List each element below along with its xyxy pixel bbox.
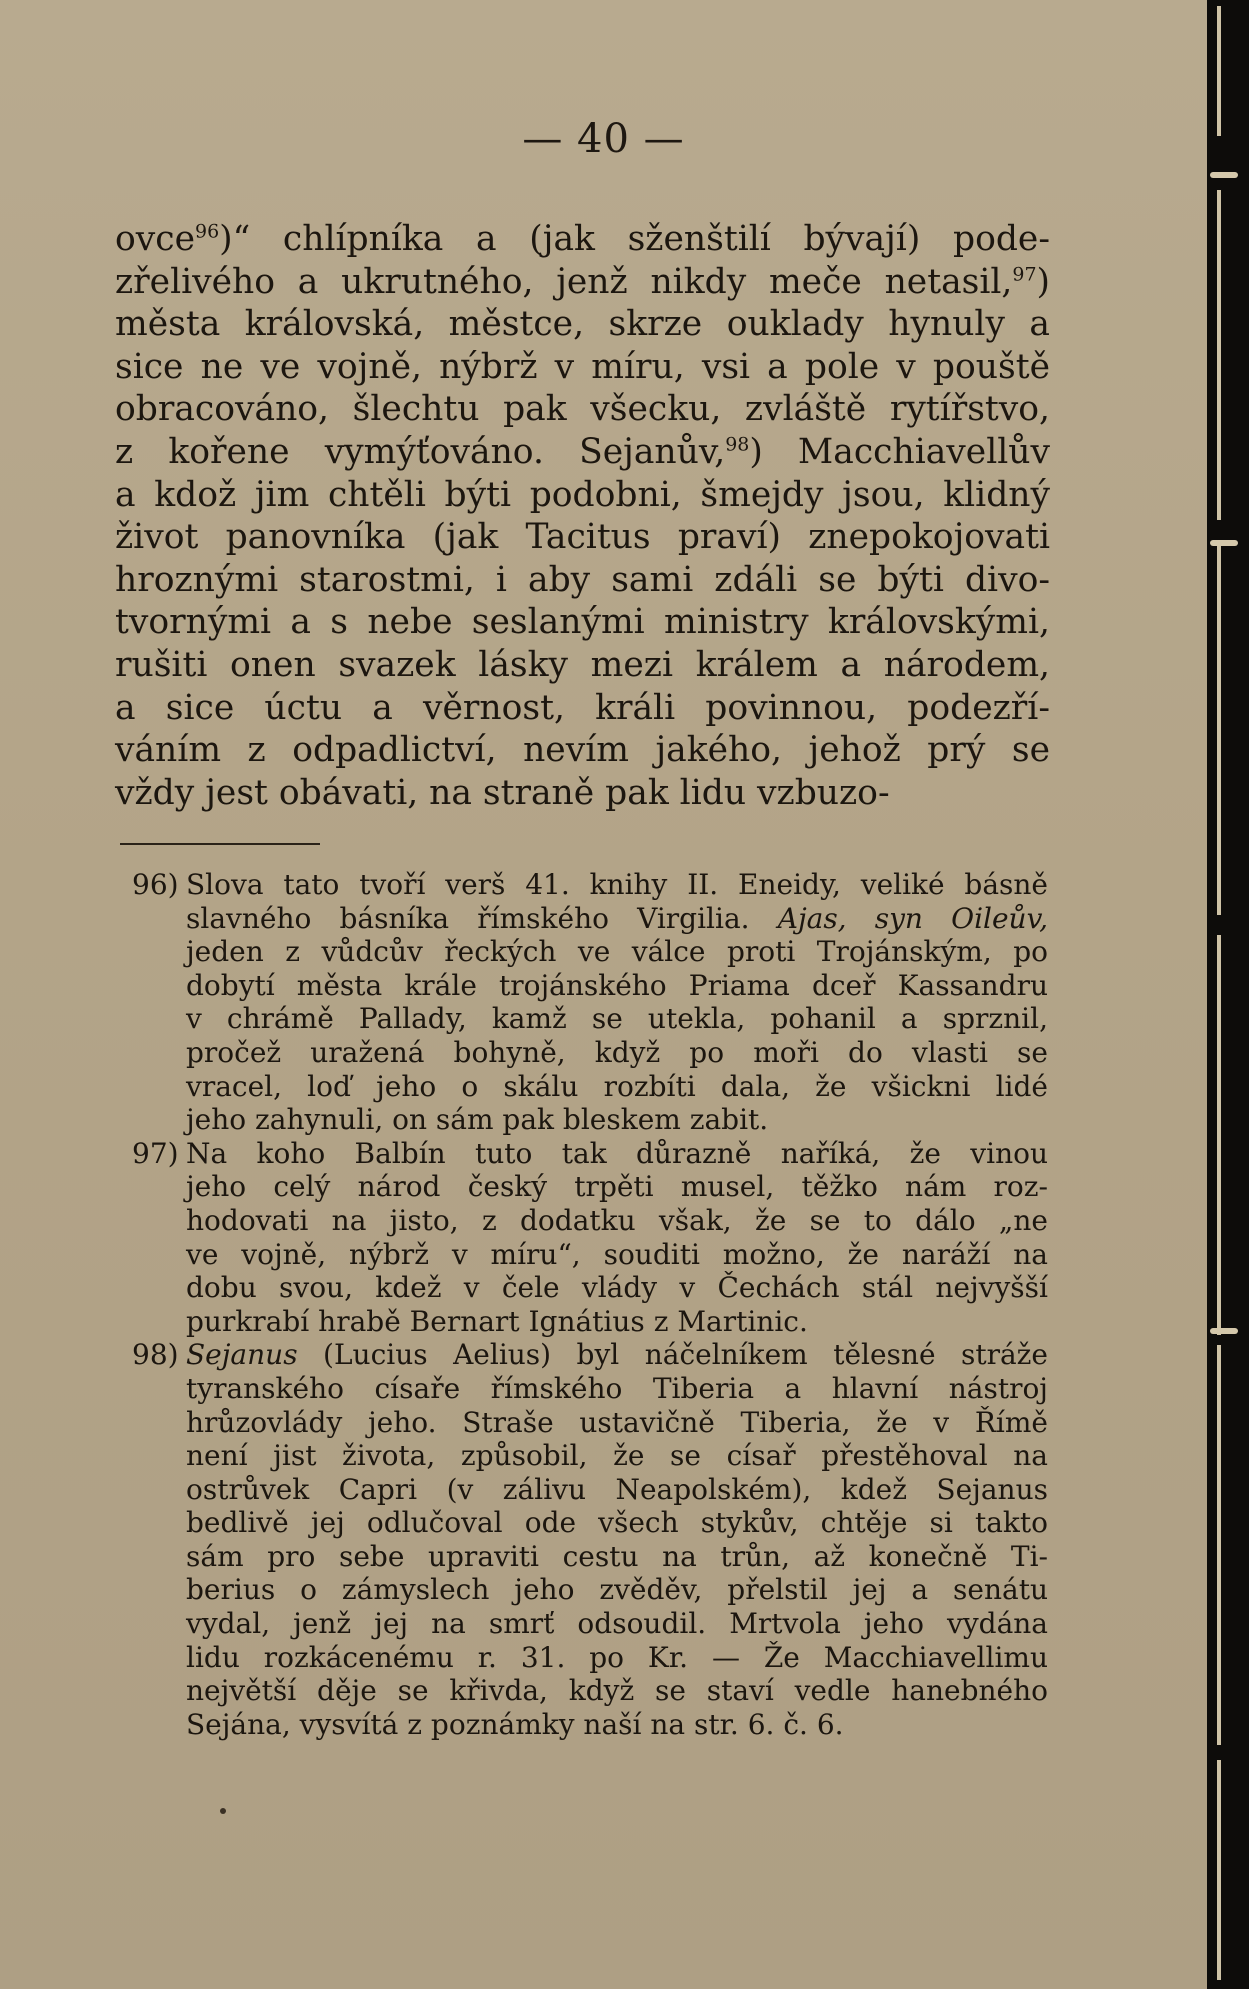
footnote-line xyxy=(186,1473,1048,1507)
ink-speck xyxy=(220,1808,226,1814)
text-segment: dobytí města krále trojánského Priama dceř Kassandru xyxy=(186,968,1048,1002)
text-segment: obracováno, šlechtu pak všecku, zvláště rytířstvo, xyxy=(115,389,1050,430)
footnote xyxy=(118,1338,1048,1741)
text-segment: ) xyxy=(1036,261,1050,302)
text-line xyxy=(115,516,1050,559)
text-segment: život panovníka (jak Tacitus praví) znepokojovati xyxy=(115,517,1050,558)
footnote-separator-rule xyxy=(120,843,320,845)
text-segment: pročež uražená bohyně, když po moři do vlasti se xyxy=(186,1035,1048,1069)
text-segment: ostrůvek Capri (v zálivu Neapolském), kdež Sejanus xyxy=(186,1472,1048,1506)
footnote-line xyxy=(186,1372,1048,1406)
footnote-line xyxy=(186,1406,1048,1440)
text-segment: bedlivě jej odlučoval ode všech stykův, chtěje si takto xyxy=(186,1506,1048,1540)
text-segment: ve vojně, nýbrž v míru“, souditi možno, že naráží na xyxy=(186,1237,1048,1271)
footnote-line xyxy=(186,1573,1048,1607)
text-segment: hodovati na jisto, z dodatku však, že se to dálo „ne xyxy=(186,1203,1048,1237)
footnote-line xyxy=(186,1170,1048,1204)
footnote-reference: 98 xyxy=(725,433,750,456)
text-segment: města královská, městce, skrze ouklady hynuly a xyxy=(115,304,1050,345)
text-line xyxy=(115,687,1050,730)
text-segment: (Lucius Aelius) byl náčelníkem tělesné stráže xyxy=(297,1338,1048,1372)
main-text-block xyxy=(115,218,1050,814)
page-edge-strip xyxy=(1217,6,1221,136)
footnote-number: 98) xyxy=(132,1338,179,1372)
text-line xyxy=(115,474,1050,517)
footnote-reference: 97 xyxy=(1012,263,1037,286)
footnote-line xyxy=(186,1674,1048,1708)
footnote-line xyxy=(186,868,1048,902)
text-segment: dobu svou, kdež v čele vlády v Čechách stál nejvyšší xyxy=(186,1271,1048,1305)
footnote-line xyxy=(186,1238,1048,1272)
footnote-line xyxy=(186,935,1048,969)
text-segment: ovce xyxy=(115,219,196,259)
text-line xyxy=(115,644,1050,687)
text-line xyxy=(115,346,1050,389)
text-segment: a sice úctu a věrnost, králi povinnou, podezří- xyxy=(115,687,1050,728)
footnote xyxy=(118,868,1048,1137)
text-segment: největší děje se křivda, když se staví vedle hanebného xyxy=(186,1674,1048,1708)
page-edge-strip xyxy=(1217,1760,1221,1980)
text-segment: )“ chlípníka a (jak sženštilí bývají) pode- xyxy=(219,219,1050,259)
text-line xyxy=(115,772,1050,815)
footnote-line xyxy=(186,1204,1048,1238)
text-segment: sice ne ve vojně, nýbrž v míru, vsi a pole v pouště xyxy=(115,346,1050,387)
page-edge-strip xyxy=(1217,190,1221,520)
text-line xyxy=(115,559,1050,602)
text-segment: lidu rozkácenému r. 31. po Kr. — Že Macchiavellimu xyxy=(186,1640,1048,1674)
text-segment: hrůzovlády jeho. Straše ustavičně Tiberia, že v Římě xyxy=(186,1405,1048,1439)
text-line xyxy=(115,218,1050,261)
footnote-line xyxy=(186,1338,1048,1372)
text-segment: jeho zahynuli, on sám pak bleskem zabit. xyxy=(186,1103,769,1137)
page-number: — 40 — xyxy=(522,116,685,162)
footnote-line xyxy=(186,1607,1048,1641)
page-edge-tick xyxy=(1210,1328,1238,1334)
footnote-number: 96) xyxy=(132,868,179,901)
footnote-line xyxy=(186,1103,1048,1137)
footnote-line xyxy=(186,1137,1048,1171)
text-line xyxy=(115,601,1050,644)
text-segment: purkrabí hrabě Bernart Ignátius z Martinic. xyxy=(186,1304,808,1338)
page-edge-tick xyxy=(1210,172,1238,178)
text-segment: a kdož jim chtěli býti podobni, šmejdy jsou, klidný xyxy=(115,474,1050,515)
text-segment: váním z odpadlictví, nevím jakého, jehož prý se xyxy=(115,730,1050,771)
footnote-line xyxy=(186,1506,1048,1540)
footnote-line xyxy=(186,1002,1048,1036)
footnote-line xyxy=(186,1641,1048,1675)
text-segment: Sejanus xyxy=(186,1338,298,1372)
footnote-reference: 96 xyxy=(195,220,220,243)
footnotes-block xyxy=(118,868,1048,1741)
text-line xyxy=(115,388,1050,431)
text-segment: berius o zámyslech jeho zvěděv, přelstil jej a senátu xyxy=(186,1573,1048,1607)
text-line xyxy=(115,261,1050,304)
text-segment: vždy jest obávati, na straně pak lidu vzbuzo- xyxy=(115,772,890,813)
text-segment: rušiti onen svazek lásky mezi králem a národem, xyxy=(115,644,1050,685)
footnote-line xyxy=(186,1271,1048,1305)
text-line xyxy=(115,729,1050,772)
footnote-line xyxy=(186,1305,1048,1339)
text-segment: v chrámě Pallady, kamž se utekla, pohanil a sprznil, xyxy=(186,1002,1048,1036)
page-edge-strip xyxy=(1217,1345,1221,1745)
footnote xyxy=(118,1137,1048,1339)
footnote-line xyxy=(186,902,1048,936)
text-segment: hroznými starostmi, i aby sami zdáli se býti divo- xyxy=(115,559,1050,600)
text-segment: tvornými a s nebe seslanými ministry královskými, xyxy=(115,602,1050,643)
footnote-line xyxy=(186,1540,1048,1574)
text-segment: Slova tato tvoří verš 41. knihy II. Eneidy, veliké básně xyxy=(186,868,1048,901)
page-edge-strip xyxy=(1217,935,1221,1335)
footnote-line xyxy=(186,1036,1048,1070)
text-segment: sám pro sebe upraviti cestu na trůn, až konečně Ti- xyxy=(186,1539,1048,1573)
footnote-line xyxy=(186,1708,1048,1742)
text-segment: tyranského císaře římského Tiberia a hlavní nástroj xyxy=(186,1371,1048,1405)
footnote-line xyxy=(186,1070,1048,1104)
page-edge-shadow xyxy=(1207,0,1249,1989)
text-segment: jeden z vůdcův řeckých ve válce proti Trojánským, po xyxy=(186,935,1048,969)
text-segment: slavného básníka římského Virgilia. xyxy=(186,901,778,935)
text-line xyxy=(115,431,1050,474)
text-segment: vydal, jenž jej na smrť odsoudil. Mrtvola jeho vydána xyxy=(186,1607,1048,1641)
page-edge-tick xyxy=(1210,540,1238,546)
text-segment: Sejána, vysvítá z poznámky naší na str. 6. č. 6. xyxy=(186,1707,844,1741)
text-segment: vracel, loď jeho o skálu rozbíti dala, že všickni lidé xyxy=(186,1069,1048,1103)
page-edge-strip xyxy=(1217,545,1221,915)
text-segment: z kořene vymýťováno. Sejanův, xyxy=(115,431,726,472)
text-segment: ) Macchiavellův xyxy=(749,431,1050,472)
footnote-line xyxy=(186,969,1048,1003)
footnote-number: 97) xyxy=(132,1136,179,1170)
text-line xyxy=(115,303,1050,346)
text-segment: není jist života, způsobil, že se císař přestěhoval na xyxy=(186,1439,1048,1473)
text-segment: Na koho Balbín tuto tak důrazně naříká, že vinou xyxy=(186,1136,1048,1170)
text-segment: Ajas, syn Oileův, xyxy=(777,901,1048,935)
text-segment: jeho celý národ český trpěti musel, těžko nám roz- xyxy=(186,1170,1048,1204)
footnote-line xyxy=(186,1439,1048,1473)
text-segment: zřelivého a ukrutného, jenž nikdy meče netasil, xyxy=(115,261,1013,302)
